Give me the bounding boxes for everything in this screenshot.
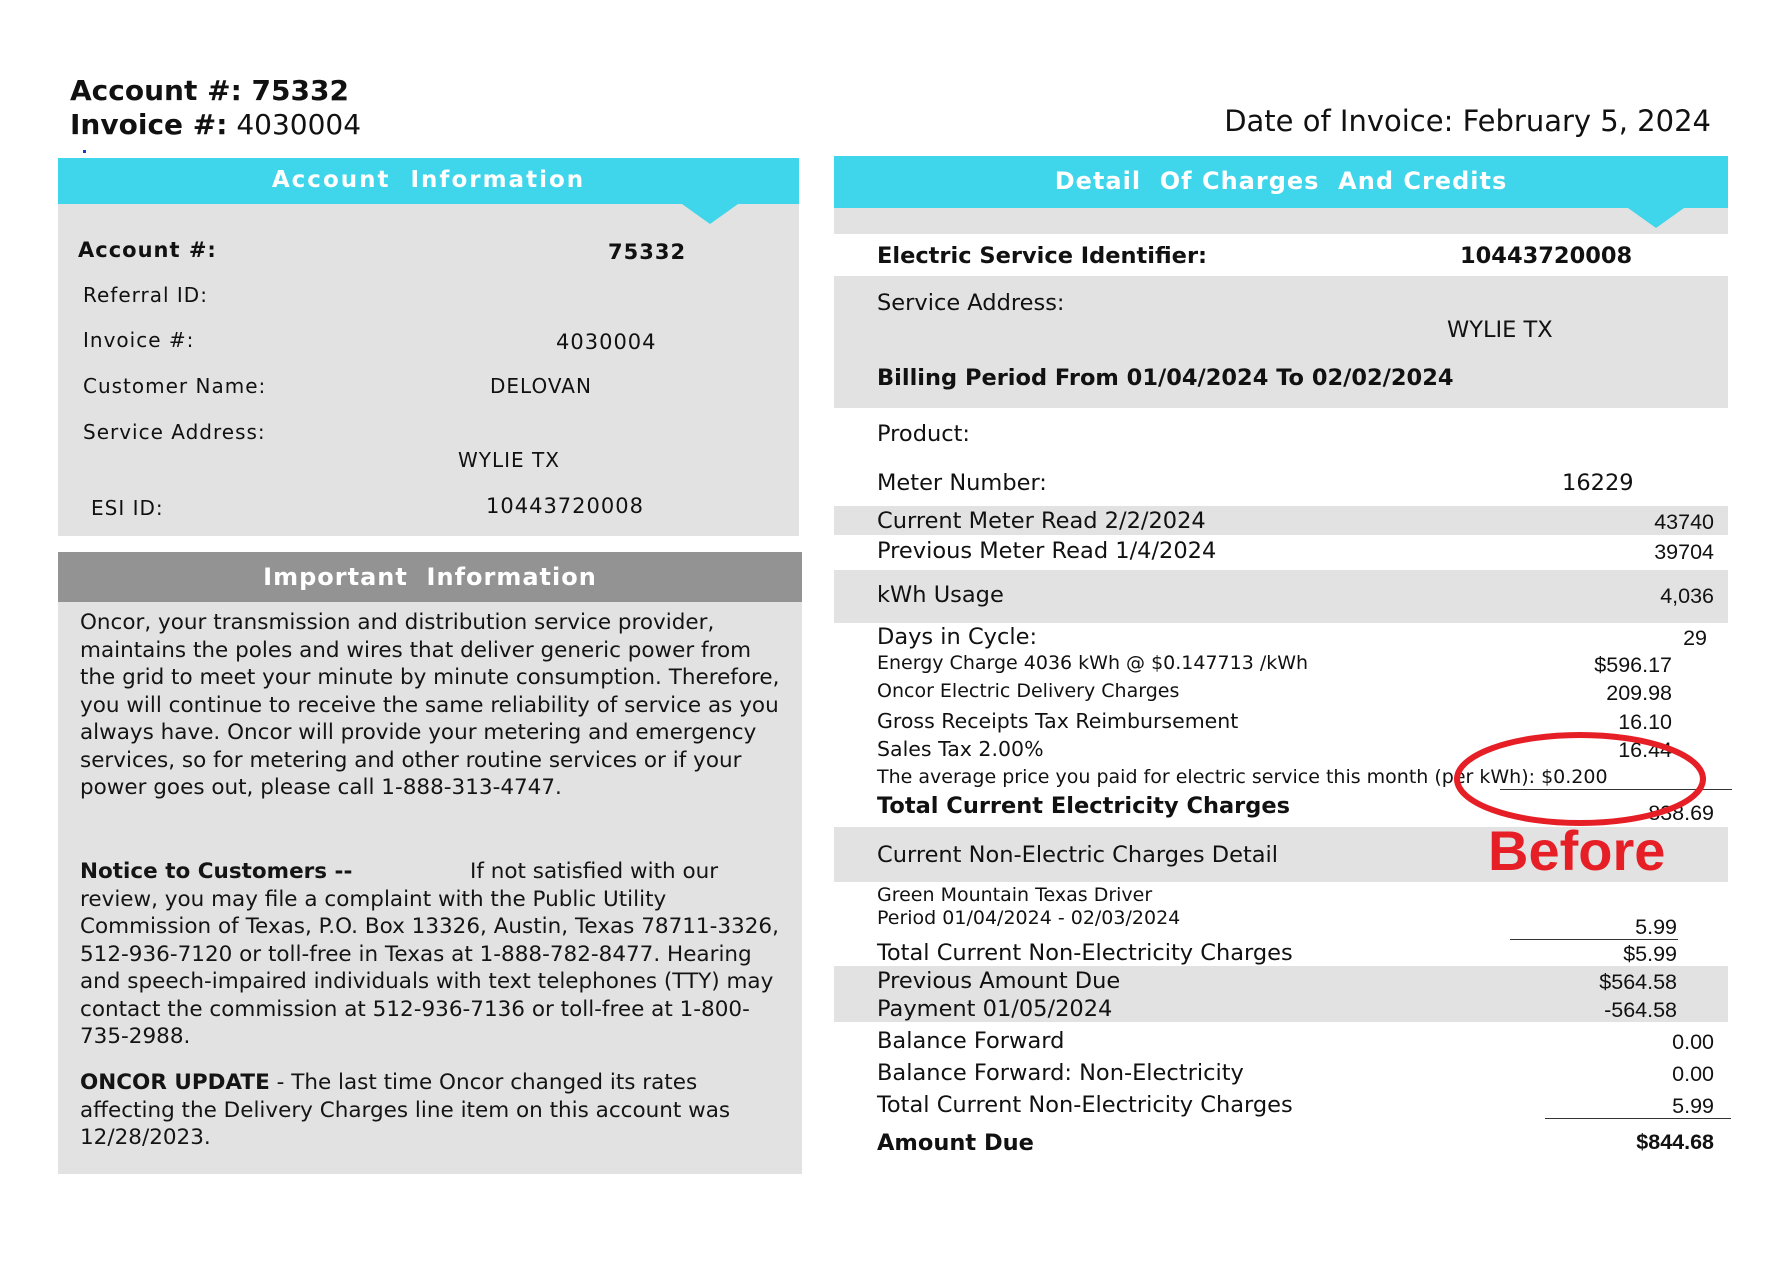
- account-info-label-customer: Customer Name:: [83, 374, 267, 398]
- account-info-value-customer: DELOVAN: [490, 374, 592, 398]
- meter-number-label: Meter Number:: [877, 470, 1047, 496]
- balance-forward-nonelectric-value: 0.00: [1672, 1062, 1714, 1086]
- days-label: Days in Cycle:: [877, 624, 1038, 650]
- account-info-value-account: 75332: [608, 240, 687, 264]
- driver-period: Period 01/04/2024 - 02/03/2024: [877, 907, 1181, 929]
- driver-label: Green Mountain Texas Driver: [877, 884, 1153, 906]
- notice-text: If not satisfied with our review, you may file a complaint with the Public Utility Commission of Texas, P.O. Box 13326, Austin, Texas 78711-3326, 512-936-7120 or toll-free in Texas at 1-888-782-8477. Hearing and speech-impaired individuals with text telephones (TTY) may contact the commission at 512-936-7136 or toll-free at 1-800-735-2988.: [80, 859, 779, 1049]
- charges-header-block: [834, 156, 1728, 234]
- sales-tax-label: Sales Tax 2.00%: [877, 737, 1044, 761]
- account-information-title: Account Information: [271, 167, 586, 193]
- payment-label: Payment 01/05/2024: [877, 996, 1113, 1022]
- header-notch-icon: [682, 204, 738, 224]
- kwh-label: kWh Usage: [877, 582, 1004, 608]
- notice-paragraph: [80, 858, 780, 1051]
- invoice-date-value: February 5, 2024: [1462, 104, 1711, 138]
- current-read-value: 43740: [1654, 510, 1714, 534]
- account-info-label-invoice: Invoice #:: [83, 328, 195, 352]
- amount-due-rule: [1545, 1118, 1731, 1119]
- service-address-label: Service Address:: [877, 290, 1065, 316]
- account-information-header: [58, 158, 799, 204]
- esi-label: Electric Service Identifier:: [877, 243, 1208, 269]
- charges-notch-icon: [1628, 208, 1684, 228]
- energy-charge-value: $596.17: [1594, 653, 1672, 677]
- notice-label: Notice to Customers --: [80, 859, 353, 884]
- service-address-value: WYLIE TX: [1447, 317, 1553, 343]
- balance-forward-nonelectric-label: Balance Forward: Non-Electricity: [877, 1060, 1244, 1086]
- invoice-date-label: Date of Invoice:: [1224, 104, 1454, 138]
- header-account-label: Account #:: [70, 74, 242, 107]
- meter-number-value: 16229: [1562, 470, 1634, 496]
- days-value: 29: [1683, 626, 1707, 650]
- sales-tax-value: 16.44: [1618, 738, 1672, 762]
- gross-receipts-value: 16.10: [1618, 710, 1672, 734]
- total-electricity-label: Total Current Electricity Charges: [877, 793, 1291, 819]
- account-info-label-esi: ESI ID:: [91, 496, 164, 520]
- red-circle-annotation: [1450, 727, 1710, 835]
- gross-receipts-label: Gross Receipts Tax Reimbursement: [877, 709, 1239, 733]
- charges-header: [834, 156, 1728, 208]
- delivery-charge-value: 209.98: [1606, 681, 1672, 705]
- account-information-panel: [58, 158, 799, 536]
- account-info-label-account: Account #:: [78, 238, 217, 262]
- nonelectric-detail-label: Current Non-Electric Charges Detail: [877, 842, 1279, 868]
- header-invoice-label: Invoice #:: [70, 108, 228, 141]
- total-nonelectric-value: $5.99: [1623, 942, 1677, 966]
- kwh-value: 4,036: [1660, 584, 1714, 608]
- account-info-value-invoice: 4030004: [556, 330, 657, 354]
- header-invoice-value: 4030004: [236, 108, 362, 141]
- balance-forward-value: 0.00: [1672, 1030, 1714, 1054]
- header-account-number: [70, 74, 349, 107]
- important-information-header: [58, 552, 802, 602]
- total-nonelectric-2-label: Total Current Non-Electricity Charges: [877, 1092, 1293, 1118]
- before-annotation: Before: [1488, 819, 1666, 882]
- header-account-value: 75332: [251, 74, 349, 107]
- previous-read-value: 39704: [1654, 540, 1714, 564]
- charges-title: Detail Of Charges And Credits: [1054, 167, 1508, 195]
- important-information-title: Important Information: [263, 563, 597, 591]
- total-nonelectric-2-value: 5.99: [1672, 1094, 1714, 1118]
- oncor-paragraph: Oncor, your transmission and distribution service provider, maintains the poles and wires that deliver generic power from the grid to meet your minute by minute consumption. Therefore, you will continue to receive the same reliability of service as you always have. Oncor will provide your metering and emergency services, so for metering and other routine services or if your power goes out, please call 1-888-313-4747.: [80, 610, 780, 800]
- previous-due-label: Previous Amount Due: [877, 968, 1121, 994]
- average-price-label: The average price you paid for electric service this month (per kWh): $0.200: [877, 766, 1608, 788]
- important-information-panel: [58, 552, 802, 1174]
- amount-due-value: $844.68: [1636, 1130, 1714, 1154]
- amount-due-label: Amount Due: [877, 1130, 1034, 1156]
- oncor-update-text: - The last time Oncor changed its rates affecting the Delivery Charges line item on this account was 12/28/2023.: [80, 1070, 731, 1150]
- red-ellipse-stroke: [1457, 735, 1703, 823]
- total-nonelectric-label: Total Current Non-Electricity Charges: [877, 940, 1293, 966]
- total-electricity-value: 838.69: [1648, 801, 1714, 825]
- invoice-date: [1224, 104, 1711, 138]
- account-info-label-referral: Referral ID:: [83, 283, 208, 307]
- product-label: Product:: [877, 421, 971, 447]
- current-read-label: Current Meter Read 2/2/2024: [877, 508, 1206, 534]
- account-info-label-service-address: Service Address:: [83, 420, 266, 444]
- billing-period: Billing Period From 01/04/2024 To 02/02/2024: [877, 365, 1454, 391]
- delivery-charge-label: Oncor Electric Delivery Charges: [877, 680, 1180, 702]
- account-info-value-service-address: WYLIE TX: [458, 448, 560, 472]
- oncor-update-paragraph: [80, 1069, 780, 1152]
- esi-value: 10443720008: [1460, 243, 1633, 269]
- balance-forward-label: Balance Forward: [877, 1028, 1065, 1054]
- blue-mark: [83, 150, 86, 153]
- energy-charge-label: Energy Charge 4036 kWh @ $0.147713 /kWh: [877, 652, 1309, 674]
- oncor-update-label: ONCOR UPDATE: [80, 1070, 270, 1095]
- previous-read-label: Previous Meter Read 1/4/2024: [877, 538, 1217, 564]
- header-invoice-number: [70, 108, 361, 141]
- payment-value: -564.58: [1604, 998, 1677, 1022]
- driver-value: 5.99: [1635, 915, 1677, 939]
- previous-due-value: $564.58: [1599, 970, 1677, 994]
- account-info-value-esi: 10443720008: [486, 494, 644, 518]
